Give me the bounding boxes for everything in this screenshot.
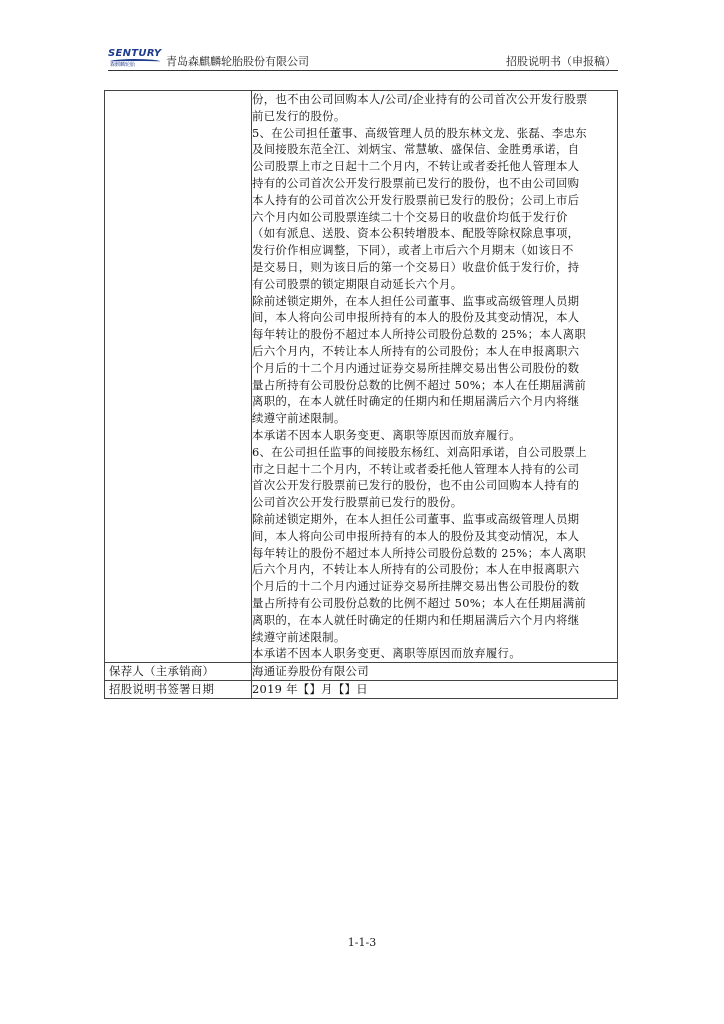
commitment-text <box>252 91 617 662</box>
commitment-line: 是交易日，则为该日后的第一个交易日）收盘价低于发行价，持 <box>252 259 580 274</box>
commitment-line: 5、在公司担任董事、高级管理人员的股东林文龙、张磊、李忠东 <box>252 125 587 140</box>
commitment-line: 每年转让的股份不超过本人所持公司股份总数的 25%；本人离职 <box>252 545 587 560</box>
logo-wordmark: SENTURY <box>108 48 162 59</box>
commitment-line: 发行价作相应调整，下同），或者上市后六个月期末（如该日不 <box>252 243 574 258</box>
commitment-line: 个月后的十二个月内通过证券交易所挂牌交易出售公司股份的数 <box>252 579 580 594</box>
commitment-line: 份，也不由公司回购本人/公司/企业持有的公司首次公开发行股票 <box>252 92 588 106</box>
commitment-line: 持有的公司首次公开发行股票前已发行的股份，也不由公司回购 <box>252 175 580 190</box>
commitment-line: 前已发行的股份。 <box>252 108 346 123</box>
commitment-line: 公司股票上市之日起十二个月内，不转让或者委托他人管理本人 <box>252 159 580 174</box>
commitment-line: 有公司股票的锁定期限自动延长六个月。 <box>252 276 463 291</box>
info-table <box>104 90 618 699</box>
commitment-line: 除前述锁定期外，在本人担任公司董事、监事或高级管理人员期 <box>252 511 580 526</box>
sponsor-value-text: 海通证券股份有限公司 <box>252 664 369 679</box>
commitment-line: 本人持有的公司首次公开发行股票前已发行的股份；公司上市后 <box>252 192 580 207</box>
commitment-line: 续遵守前述限制。 <box>252 411 346 426</box>
header-document-type: 招股说明书（申报稿） <box>506 55 616 68</box>
sponsor-label: 保荐人（主承销商） <box>105 663 252 681</box>
header-divider <box>108 70 618 71</box>
commitment-label-cell <box>105 91 252 663</box>
commitment-line: 本承诺不因本人职务变更、离职等原因而放弃履行。 <box>252 646 521 661</box>
commitment-line: 离职的，在本人就任时确定的任期内和任期届满后六个月内将继 <box>252 612 580 627</box>
table-row-sign-date <box>105 681 618 699</box>
commitment-line: 间，本人将向公司申报所持有的本人的股份及其变动情况，本人 <box>252 310 580 325</box>
table-row-sponsor <box>105 663 618 681</box>
commitment-line: 及间接股东范全江、刘炳宝、常慧敏、盛保信、金胜勇承诺，自 <box>252 142 580 157</box>
commitment-line: 公司首次公开发行股票前已发行的股份。 <box>252 495 463 510</box>
commitment-line: 离职的，在本人就任时确定的任期内和任期届满后六个月内将继 <box>252 394 580 409</box>
commitment-row <box>105 91 618 663</box>
commitment-line: 间，本人将向公司申报所持有的本人的股份及其变动情况，本人 <box>252 528 580 543</box>
commitment-content-cell <box>252 91 618 663</box>
commitment-line: 市之日起十二个月内，不转让或者委托他人管理本人持有的公司 <box>252 461 580 476</box>
commitment-line: 六个月内如公司股票连续二十个交易日的收盘价均低于发行价 <box>252 209 568 224</box>
commitment-line: 量占所持有公司股份总数的比例不超过 50%；本人在任期届满前 <box>252 595 587 610</box>
page-header <box>108 48 618 70</box>
sign-date-value-text: 2019 年【】月【】日 <box>252 682 368 697</box>
sign-date-value <box>252 681 618 699</box>
commitment-line: 首次公开发行股票前已发行的股份，也不由公司回购本人持有的 <box>252 478 580 493</box>
commitment-line: 量占所持有公司股份总数的比例不超过 50%；本人在任期届满前 <box>252 377 587 392</box>
commitment-line: 后六个月内，不转让本人所持有的公司股份；本人在申报离职六 <box>252 343 580 358</box>
sign-date-label: 招股说明书签署日期 <box>105 681 252 699</box>
sponsor-value <box>252 663 618 681</box>
commitment-line: 除前述锁定期外，在本人担任公司董事、监事或高级管理人员期 <box>252 293 580 308</box>
commitment-line: 每年转让的股份不超过本人所持公司股份总数的 25%；本人离职 <box>252 327 587 342</box>
commitment-line: 6、在公司担任监事的间接股东杨红、刘高阳承诺，自公司股票上 <box>252 444 587 459</box>
commitment-line: 后六个月内，不转让本人所持有的公司股份；本人在申报离职六 <box>252 562 580 577</box>
commitment-line: 个月后的十二个月内通过证券交易所挂牌交易出售公司股份的数 <box>252 360 580 375</box>
page-number: 1-1-3 <box>347 936 377 949</box>
commitment-line: 续遵守前述限制。 <box>252 629 346 644</box>
header-company-name: 青岛森麒麟轮胎股份有限公司 <box>166 55 309 68</box>
company-logo <box>108 50 166 68</box>
commitment-line: 本承诺不因本人职务变更、离职等原因而放弃履行。 <box>252 427 521 442</box>
commitment-line: （如有派息、送股、资本公积转增股本、配股等除权除息事项， <box>252 226 580 241</box>
logo-subtext: 森麒麟轮胎 <box>110 62 136 68</box>
